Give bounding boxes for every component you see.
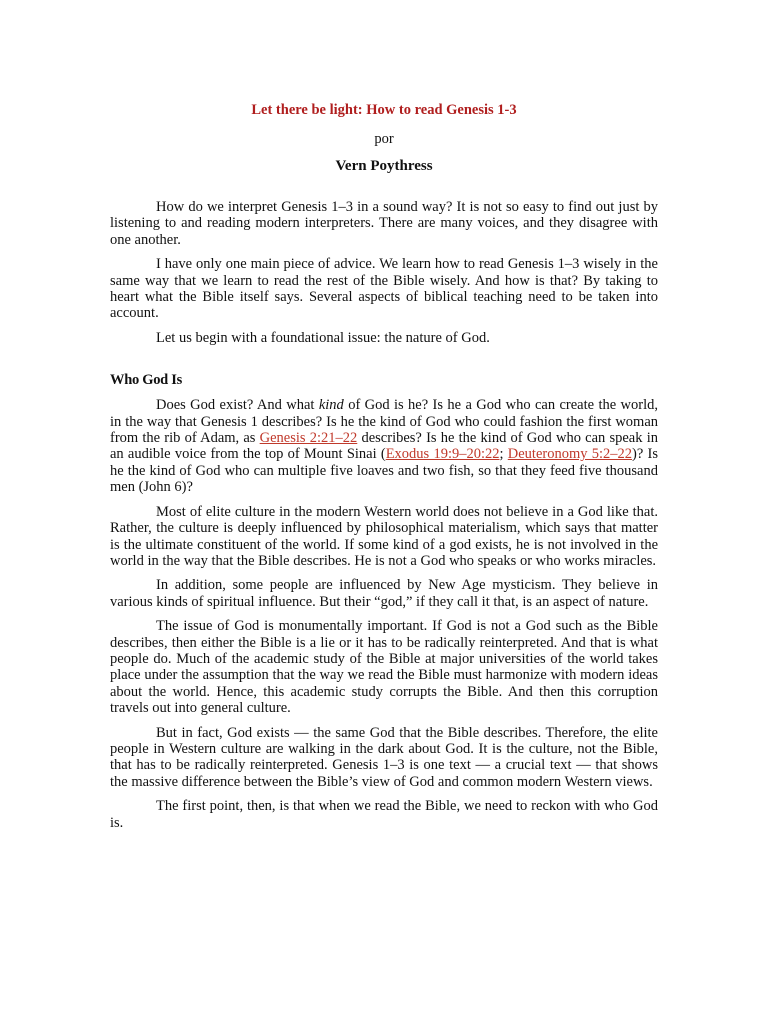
text-span: describes? Is he the kind of God who can speak in an audible voice from the top of Mount Sinai ( [110, 430, 658, 463]
text-span: )? Is he the kind of God who can multiple five loaves and two fish, so that they feed five thousand men (John 6)? [110, 446, 658, 496]
intro-paragraph-3: Let us begin with a foundational issue: the nature of God. [156, 329, 490, 346]
text-span: ; [499, 446, 508, 463]
section-paragraph-1 [110, 397, 658, 495]
document-title: Let there be light: How to read Genesis 1-3 [251, 102, 517, 118]
deuteronomy-reference-link[interactable]: Deuteronomy 5:2–22 [507, 446, 633, 463]
emphasis-kind: kind [318, 397, 344, 414]
text-span: Does God exist? And what [156, 397, 319, 414]
author-name: Vern Poythress [335, 158, 433, 174]
section-paragraph-6: The first point, then, is that when we read the Bible, we need to reckon with who God is. [110, 798, 658, 831]
text-span: of God is he? Is he a God who can create the world, in the way that Genesis 1 describes? Is he the kind of God who could fashion the first woman from the rib of Adam, as [110, 397, 658, 447]
section-heading: Who God Is [110, 372, 182, 389]
genesis-reference-link[interactable]: Genesis 2:21–22 [259, 430, 358, 447]
byline: por [374, 131, 394, 147]
exodus-reference-link[interactable]: Exodus 19:9–20:22 [385, 446, 500, 463]
section-paragraph-5: But in fact, God exists — the same God that the Bible describes. Therefore, the elite people in Western culture are walking in the dark about God. It is the culture, not the Bible, that has to be radically reinterpreted. Genesis 1–3 is one text — a crucial text — that shows the massive difference between the Bible’s view of God and common modern Western views. [110, 724, 658, 790]
section-paragraph-2: Most of elite culture in the modern Western world does not believe in a God like that. Rather, the culture is deeply influenced by philosophical materialism, which says that matter is the ultimate constituent of the world. If some kind of a god exists, he is not involved in the world in the way that the Bible describes. He is not a God who speaks or who works miracles. [110, 503, 658, 569]
section-paragraph-3: In addition, some people are influenced by New Age mysticism. They believe in various kinds of spiritual influence. But their “god,” if they call it that, is an aspect of nature. [110, 577, 658, 610]
intro-paragraph-1: How do we interpret Genesis 1–3 in a sound way? It is not so easy to find out just by listening to and reading modern interpreters. There are many voices, and they disagree with one another. [110, 199, 658, 248]
intro-paragraph-2: I have only one main piece of advice. We learn how to read Genesis 1–3 wisely in the same way that we learn to read the rest of the Bible wisely. And how is that? By taking to heart what the Bible itself says. Several aspects of biblical teaching need to be taken into account. [110, 256, 658, 322]
section-paragraph-4: The issue of God is monumentally important. If God is not a God such as the Bible describes, then either the Bible is a lie or it has to be radically reinterpreted. And that is what people do. Much of the academic study of the Bible at major universities of the world takes place under the assumption that the way we read the Bible must harmonize with modern ideas about the world. Hence, this academic study corrupts the Bible. And then this corruption travels out into general culture. [110, 618, 658, 717]
